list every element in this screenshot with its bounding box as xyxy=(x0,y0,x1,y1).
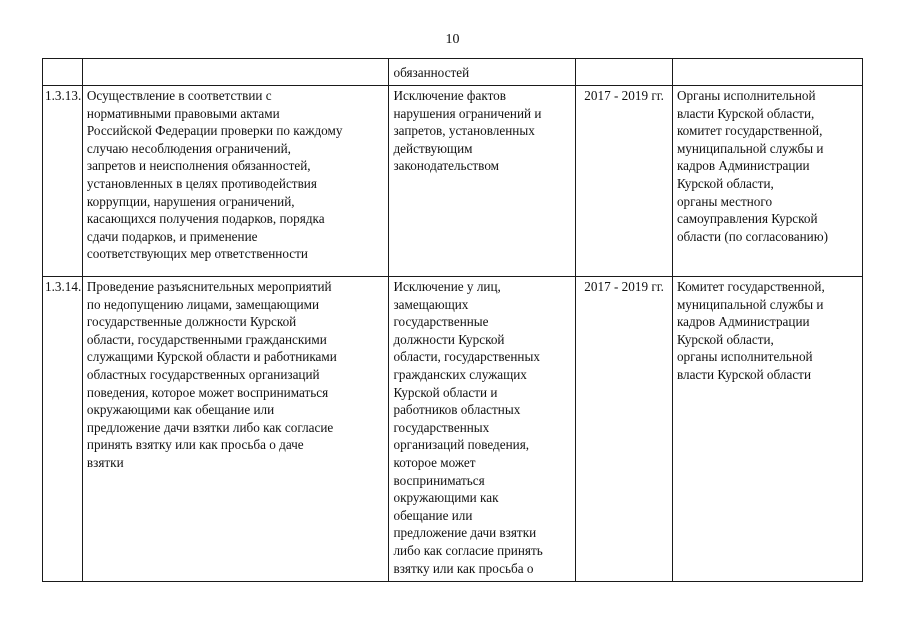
text-line: по недопущению лицами, замещающими xyxy=(86,296,320,312)
text-line: предложение дачи взятки либо как согласие xyxy=(86,419,334,435)
cell-term: 2017 - 2019 гг. xyxy=(576,277,673,582)
text-line: государственные должности Курской xyxy=(86,314,297,330)
cell-term: 2017 - 2019 гг. xyxy=(576,86,673,277)
text-line: кадров Администрации xyxy=(676,314,810,330)
text-line: восприниматься xyxy=(393,472,485,488)
cell-activity xyxy=(82,86,389,277)
text-line: Осуществление в соответствии с xyxy=(86,88,272,103)
text-line: государственных xyxy=(393,419,490,435)
text-line: Российской Федерации проверки по каждому xyxy=(86,123,343,139)
text-line: либо как согласие принять xyxy=(393,542,543,558)
cell-result xyxy=(389,86,576,277)
text-line: Курской области, xyxy=(676,175,774,191)
text-line: коррупции, нарушения ограничений, xyxy=(86,193,295,209)
text-line: самоуправления Курской xyxy=(676,211,818,227)
text-line: работников областных xyxy=(393,402,521,418)
text-line: власти Курской области, xyxy=(676,105,815,121)
text-line: окружающими как xyxy=(393,490,499,506)
cell-executors xyxy=(672,277,862,582)
cell-result xyxy=(389,277,576,582)
text-line: законодательством xyxy=(393,158,500,174)
text-line: областных государственных организаций xyxy=(86,366,320,382)
cell-number: 1.3.13. xyxy=(43,86,83,277)
text-line: муниципальной службы и xyxy=(676,140,824,156)
text-line: предложение дачи взятки xyxy=(393,525,537,541)
cell-number: 1.3.14. xyxy=(43,277,83,582)
text-line: Курской области и xyxy=(393,384,498,400)
text-line: должности Курской xyxy=(393,331,505,347)
text-line: Проведение разъяснительных мероприятий xyxy=(86,279,332,294)
text-line: комитет государственной, xyxy=(676,123,823,139)
text-line: государственные xyxy=(393,314,489,330)
cell-activity xyxy=(82,277,389,582)
text-line: сдачи подарков, и применение xyxy=(86,228,258,244)
text-line: органы местного xyxy=(676,193,773,209)
text-line: замещающих xyxy=(393,296,469,312)
text-line: организаций поведения, xyxy=(393,437,530,453)
text-line: области, государственных xyxy=(393,349,540,365)
text-line: взятку или как просьба о xyxy=(393,560,534,576)
text-line: Комитет государственной, xyxy=(676,279,825,294)
text-line: области, государственными гражданскими xyxy=(86,331,327,347)
cell-executors xyxy=(672,59,862,86)
text-line: гражданских служащих xyxy=(393,366,527,382)
text-line: нарушения ограничений и xyxy=(393,105,542,121)
table-row xyxy=(43,86,863,277)
text-line: служащими Курской области и работниками xyxy=(86,349,337,365)
table-row-carryover xyxy=(43,59,863,86)
text-line: области (по согласованию) xyxy=(676,228,828,244)
text-line: Исключение фактов xyxy=(393,88,506,103)
text-line: случаю несоблюдения ограничений, xyxy=(86,140,291,156)
table-row xyxy=(43,277,863,582)
cell-result: обязанностей xyxy=(389,59,576,86)
text-line: соответствующих мер ответственности xyxy=(86,246,308,262)
text-line: нормативными правовыми актами xyxy=(86,105,280,121)
text-line: которое может xyxy=(393,454,476,470)
text-line: действующим xyxy=(393,140,473,156)
text-line: власти Курской области xyxy=(676,366,812,382)
text-line: взятки xyxy=(86,454,124,470)
text-line: запретов и неисполнения обязанностей, xyxy=(86,158,311,174)
cell-term xyxy=(576,59,673,86)
text-line: окружающими как обещание или xyxy=(86,402,275,418)
text-line: касающихся получения подарков, порядка xyxy=(86,211,325,227)
text-line: Органы исполнительной xyxy=(676,88,816,103)
text-line: обещание или xyxy=(393,507,473,523)
text-line: Курской области, xyxy=(676,331,774,347)
text-line: Исключение у лиц, xyxy=(393,279,501,294)
text-line: запретов, установленных xyxy=(393,123,535,139)
text-line: кадров Администрации xyxy=(676,158,810,174)
cell-executors xyxy=(672,86,862,277)
cell-activity xyxy=(82,59,389,86)
text-line: органы исполнительной xyxy=(676,349,813,365)
cell-number xyxy=(43,59,83,86)
text-line: муниципальной службы и xyxy=(676,296,824,312)
page-number: 10 xyxy=(445,32,460,47)
text-line: установленных в целях противодействия xyxy=(86,175,317,191)
text-line: поведения, которое может восприниматься xyxy=(86,384,329,400)
text-line: принять взятку или как просьба о даче xyxy=(86,437,304,453)
action-plan-table xyxy=(42,58,863,582)
